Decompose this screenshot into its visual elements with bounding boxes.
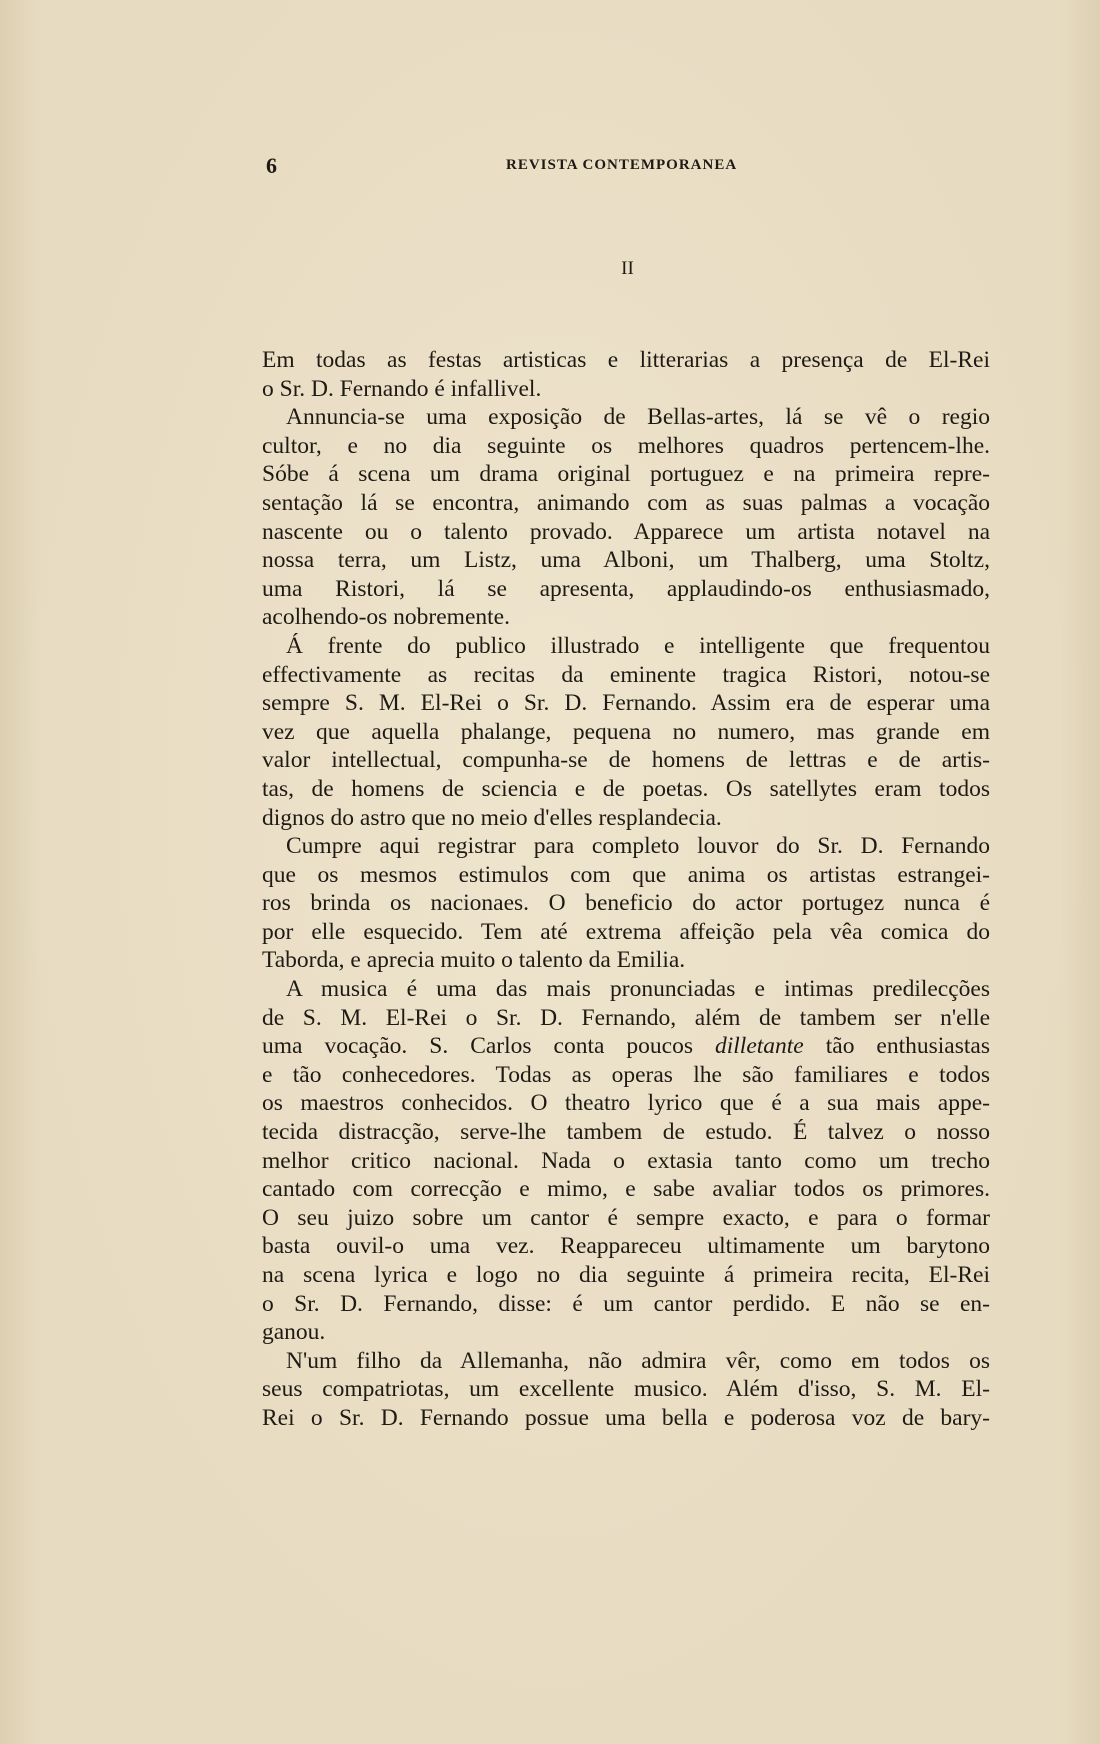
text-fragment: uma vocação. S. Carlos conta poucos [262,1033,715,1060]
text-line: tecida distracção, serve-lhe tambem de estudo. É talvez o nosso [262,1119,990,1146]
text-line: A musica é uma das mais pronunciadas e intimas predilecções [286,976,990,1003]
text-line: Annuncia-se uma exposição de Bellas-artes, lá se vê o regio [286,404,990,431]
article-body [262,346,990,1433]
text-line: cultor, e no dia seguinte os melhores quadros pertencem-lhe. [262,432,990,459]
italic-term: dilletante [714,1033,804,1060]
text-line: valor intellectual, compunha-se de homens de lettras e de artis- [262,747,990,774]
text-line: de S. M. El-Rei o Sr. D. Fernando, além de tambem ser n'elle [262,1004,990,1031]
paragraph-3 [262,632,990,832]
journal-title: REVISTA CONTEMPORANEA [506,157,738,173]
paragraph-4 [262,832,990,975]
text-line: Cumpre aqui registrar para completo louvor do Sr. D. Fernando [286,833,990,860]
text-line-with-italic [262,1032,990,1061]
text-line: ganou. [262,1319,326,1346]
text-line: Á frente do publico illustrado e intelligente que frequentou [286,632,990,659]
text-line: os maestros conhecidos. O theatro lyrico que é a sua mais appe- [262,1090,990,1117]
running-head [266,153,990,177]
paragraph-6 [262,1347,990,1433]
text-line: dignos do astro que no meio d'elles resplandecia. [262,804,722,831]
text-line: que os mesmos estimulos com que anima os artistas estrangei- [262,861,990,888]
text-line: por elle esquecido. Tem até extrema affeição pela vêa comica do [262,918,990,945]
text-line: nascente ou o talento provado. Apparece um artista notavel na [262,518,990,545]
text-line: o Sr. D. Fernando é infallivel. [262,375,542,402]
text-line: melhor critico nacional. Nada o extasia tanto como um trecho [262,1147,990,1174]
text-line: sentação lá se encontra, animando com as suas palmas a vocação [262,489,990,516]
text-line: cantado com correcção e mimo, e sabe avaliar todos os primores. [262,1176,990,1203]
paragraph-2 [262,403,990,632]
text-line: nossa terra, um Listz, uma Alboni, um Thalberg, uma Stoltz, [262,547,990,574]
text-line: effectivamente as recitas da eminente tragica Ristori, notou-se [262,661,990,688]
text-line: seus compatriotas, um excellente musico. Além d'isso, S. M. El- [262,1376,990,1403]
text-line: tas, de homens de sciencia e de poetas. Os satellytes eram todos [262,775,990,802]
text-line: vez que aquella phalange, pequena no numero, mas grande em [262,718,990,745]
section-number: II [621,258,634,279]
page-number: 6 [266,153,277,178]
text-line: O seu juizo sobre um cantor é sempre exacto, e para o formar [262,1204,990,1231]
text-fragment: tão enthusiastas [803,1033,990,1060]
text-line: uma Ristori, lá se apresenta, applaudindo-os enthusiasmado, [262,575,990,602]
text-line: Em todas as festas artisticas e litterarias a presença de El-Rei [262,347,990,373]
text-line: sempre S. M. El-Rei o Sr. D. Fernando. Assim era de esperar uma [262,690,990,717]
text-line: na scena lyrica e logo no dia seguinte á primeira recita, El-Rei [262,1262,990,1288]
text-line: N'um filho da Allemanha, não admira vêr, como em todos os [286,1347,990,1374]
text-line: e tão conhecedores. Todas as operas lhe são familiares e todos [262,1061,990,1088]
text-line: Sóbe á scena um drama original portuguez e na primeira repre- [262,461,990,488]
text-line: o Sr. D. Fernando, disse: é um cantor perdido. E não se en- [262,1290,990,1317]
text-line: Rei o Sr. D. Fernando possue uma bella e poderosa voz de bary- [262,1404,990,1431]
text-line: ros brinda os nacionaes. O beneficio do actor portugez nunca é [262,890,990,917]
paragraph-1 [262,346,990,403]
text-line: Taborda, e aprecia muito o talento da Emilia. [262,947,686,974]
text-line: basta ouvil-o uma vez. Reappareceu ultimamente um barytono [262,1233,990,1260]
text-line: acolhendo-os nobremente. [262,604,510,631]
paragraph-5 [262,975,990,1347]
